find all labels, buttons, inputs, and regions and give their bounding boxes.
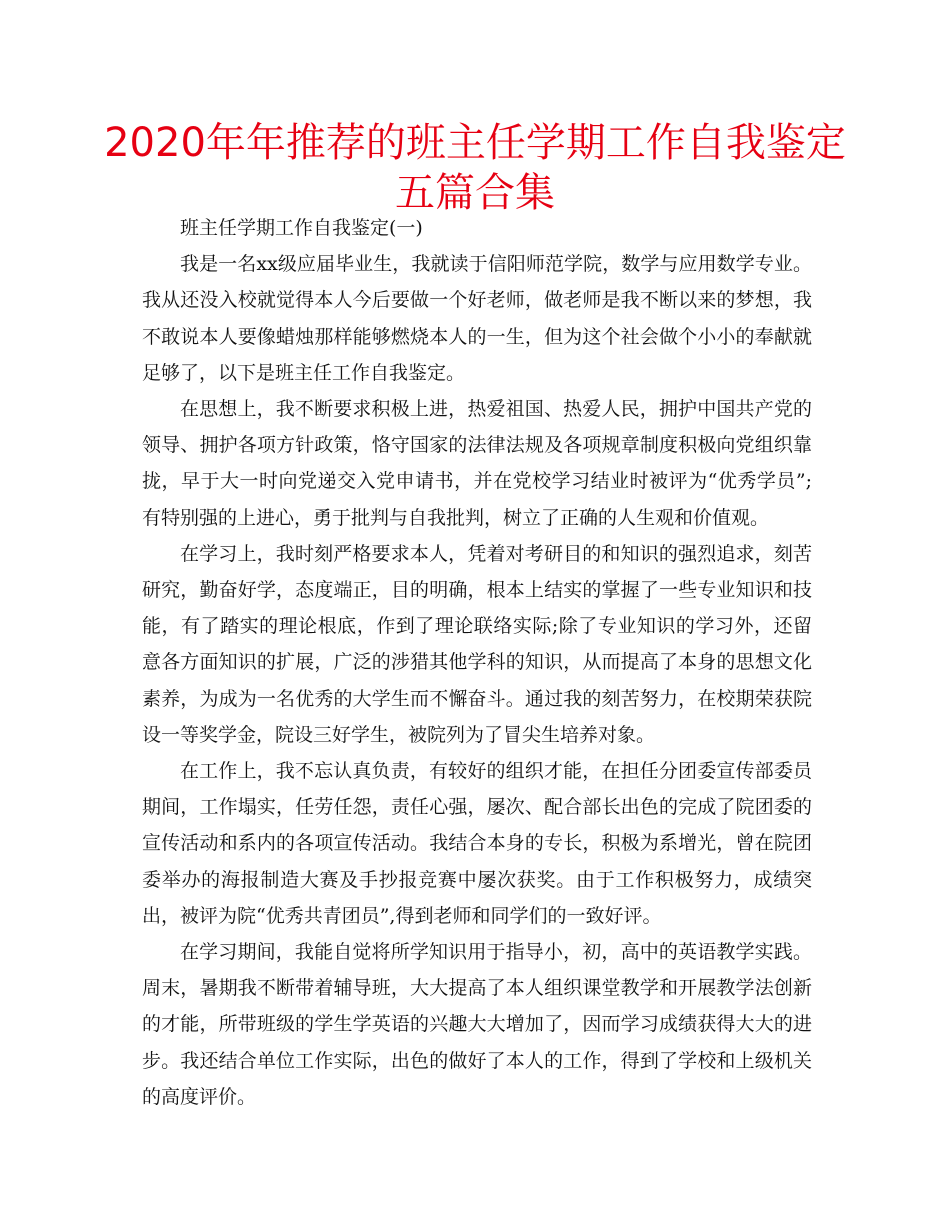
paragraph-intro: 我是一名xx级应届毕业生，我就读于信阳师范学院，数学与应用数学专业。我从还没入校就觉得本人今后要做一个好老师，做老师是我不断以来的梦想，我不敢说本人要像蜡烛那样能够燃烧本人的一生，但为这个社会做个小小的奉献就足够了，以下是班主任工作自我鉴定。 [142,253,812,384]
paragraph-teaching-practice: 在学习期间，我能自觉将所学知识用于指导小，初，高中的英语教学实践。周末，暑期我不断带着辅导班，大大提高了本人组织课堂教学和开展教学法创新的才能，所带班级的学生学英语的兴趣大大增加了，因而学习成绩获得大大的进步。我还结合单位工作实际，出色的做好了本人的工作，得到了学校和上级机关的高度评价。 [142,941,812,1108]
paragraph-work: 在工作上，我不忘认真负责，有较好的组织才能，在担任分团委宣传部委员期间，工作塌实，任劳任怨，责任心强，屡次、配合部长出色的完成了院团委的宣传活动和系内的各项宣传活动。我结合本身的专长，积极为系增光，曾在院团委举办的海报制造大赛及手抄报竞赛中屡次获奖。由于工作积极努力，成绩突出，被评为院“优秀共青团员”,得到老师和同学们的一致好评。 [142,760,812,927]
document-body [142,210,812,1115]
paragraph-study: 在学习上，我时刻严格要求本人，凭着对考研目的和知识的强烈追求，刻苦研究，勤奋好学，态度端正，目的明确，根本上结实的掌握了一些专业知识和技能，有了踏实的理论根底，作到了理论联络实际;除了专业知识的学习外，还留意各方面知识的扩展，广泛的涉猎其他学科的知识，从而提高了本身的思想文化素养，为成为一名优秀的大学生而不懈奋斗。通过我的刻苦努力，在校期荣获院设一等奖学金，院设三好学生，被院列为了冒尖生培养对象。 [142,542,812,746]
section-heading: 班主任学期工作自我鉴定(一) [180,217,423,239]
paragraph-ideology: 在思想上，我不断要求积极上进，热爱祖国、热爱人民，拥护中国共产党的领导、拥护各项方针政策，恪守国家的法律法规及各项规章制度积极向党组织靠拢，早于大一时向党递交入党申请书，并在党校学习结业时被评为“优秀学员”;有特别强的上进心，勇于批判与自我批判，树立了正确的人生观和价值观。 [142,398,812,529]
document-title: 2020年年推荐的班主任学期工作自我鉴定五篇合集 [104,120,846,216]
